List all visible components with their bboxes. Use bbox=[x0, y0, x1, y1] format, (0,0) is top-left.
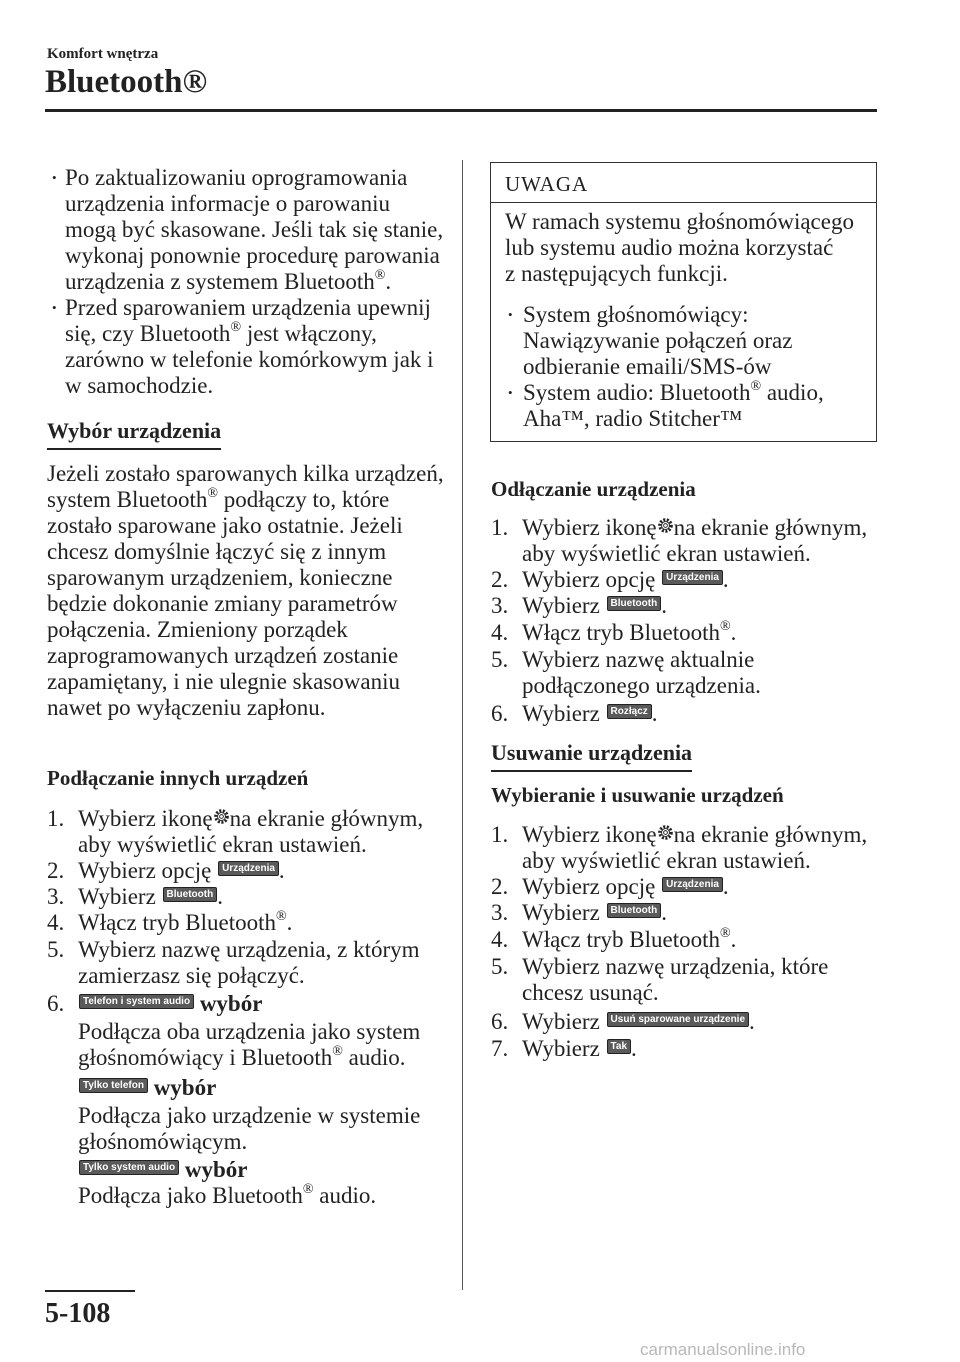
paragraph-line: system Bluetooth® podłączy to, które bbox=[47, 486, 390, 512]
step-number: 4. bbox=[491, 620, 509, 645]
paragraph-line: zostało sparowane jako ostatnie. Jeżeli bbox=[47, 513, 403, 538]
devices-button: Urządzenia bbox=[662, 570, 723, 585]
step-number: 3. bbox=[47, 884, 65, 909]
option-1-label: Telefon i system audio wybór bbox=[78, 991, 262, 1017]
step-number: 5. bbox=[491, 647, 509, 672]
step-2-line: Wybierz opcję Urządzenia . bbox=[522, 874, 729, 899]
step-number: 5. bbox=[47, 937, 65, 962]
step-number: 6. bbox=[491, 1009, 509, 1034]
step-4-line: Włącz tryb Bluetooth®. bbox=[522, 619, 737, 645]
step-number: 4. bbox=[47, 910, 65, 935]
note-bullet-line: Nawiązywanie połączeń oraz bbox=[523, 328, 793, 353]
delete-paired-device-button: Usuń sparowane urządzenie bbox=[607, 1012, 749, 1027]
bullet1-line: wykonaj ponownie procedurę parowania bbox=[65, 243, 440, 268]
bullet: • bbox=[508, 385, 513, 400]
step-3-line: Wybierz Bluetooth . bbox=[78, 884, 223, 909]
step-1-line: Wybierz ikonę na ekranie głównym, bbox=[78, 806, 424, 831]
step-3-line: Wybierz Bluetooth . bbox=[522, 900, 667, 925]
page-number: 5-108 bbox=[45, 1298, 111, 1329]
step-5-line: chcesz usunąć. bbox=[522, 980, 659, 1005]
audio-only-button: Tylko system audio bbox=[79, 1160, 179, 1175]
step-number: 1. bbox=[47, 806, 65, 831]
paragraph-line: będzie dokonanie zmiany parametrów bbox=[47, 591, 398, 616]
step-6-line: Wybierz Rozłącz . bbox=[522, 701, 658, 726]
step-1-line: Wybierz ikonę na ekranie głównym, bbox=[522, 822, 868, 847]
option-3-desc: Podłącza jako Bluetooth® audio. bbox=[78, 1182, 377, 1208]
settings-gear-icon bbox=[658, 825, 673, 840]
bluetooth-button: Bluetooth bbox=[607, 903, 662, 918]
title-rule bbox=[45, 109, 877, 112]
step-1-line: aby wyświetlić ekran ustawień. bbox=[522, 541, 811, 566]
heading-device-removal: Usuwanie urządzenia bbox=[491, 740, 692, 772]
page-title: Bluetooth® bbox=[45, 64, 208, 100]
bullet1-line: urządzenia informacje o parowaniu bbox=[65, 191, 391, 216]
bullet: • bbox=[52, 170, 57, 185]
note-bullet-line: System głośnomówiący: bbox=[523, 302, 749, 327]
option-3-label: Tylko system audio wybór bbox=[78, 1157, 247, 1183]
heading-select-and-delete: Wybieranie i usuwanie urządzeń bbox=[491, 783, 784, 807]
settings-gear-icon bbox=[214, 809, 229, 824]
option-1-desc: głośnomówiący i Bluetooth® audio. bbox=[78, 1044, 406, 1070]
yes-button: Tak bbox=[607, 1039, 632, 1054]
step-2-line: Wybierz opcję Urządzenia . bbox=[522, 567, 729, 592]
phone-and-audio-button: Telefon i system audio bbox=[79, 994, 194, 1009]
note-separator bbox=[490, 202, 877, 203]
note-line: z następujących funkcji. bbox=[505, 261, 728, 286]
step-number: 7. bbox=[491, 1036, 509, 1061]
bullet1-line: mogą być skasowane. Jeśli tak się stanie, bbox=[65, 217, 444, 242]
devices-button: Urządzenia bbox=[662, 877, 723, 892]
step-3-line: Wybierz Bluetooth . bbox=[522, 593, 667, 618]
step-1-line: aby wyświetlić ekran ustawień. bbox=[78, 832, 367, 857]
settings-gear-icon bbox=[658, 518, 673, 533]
bullet1-line: Po zaktualizowaniu oprogramowania bbox=[65, 165, 408, 190]
paragraph-line: Jeżeli zostało sparowanych kilka urządzeń, bbox=[47, 461, 444, 486]
step-number: 6. bbox=[491, 701, 509, 726]
paragraph-line: zapamiętany, i nie ulegnie skasowaniu bbox=[47, 669, 400, 694]
step-number: 2. bbox=[491, 567, 509, 592]
step-number: 1. bbox=[491, 515, 509, 540]
step-number: 3. bbox=[491, 900, 509, 925]
step-5-line: zamierzasz się połączyć. bbox=[78, 963, 305, 988]
bullet: • bbox=[52, 300, 57, 315]
devices-button: Urządzenia bbox=[218, 861, 279, 876]
note-line: W ramach systemu głośnomówiącego bbox=[505, 209, 854, 234]
step-5-line: Wybierz nazwę urządzenia, które bbox=[522, 954, 829, 979]
step-number: 4. bbox=[491, 927, 509, 952]
step-5-line: podłączonego urządzenia. bbox=[522, 673, 761, 698]
section-label: Komfort wnętrza bbox=[47, 46, 159, 62]
bullet: • bbox=[508, 307, 513, 322]
step-5-line: Wybierz nazwę urządzenia, z którym bbox=[78, 937, 420, 962]
paragraph-line: połączenia. Zmieniony porządek bbox=[47, 617, 348, 642]
bullet2-line: w samochodzie. bbox=[65, 373, 214, 398]
phone-only-button: Tylko telefon bbox=[79, 1078, 148, 1093]
heading-device-selection: Wybór urządzenia bbox=[47, 418, 221, 450]
footer-rule bbox=[45, 1290, 135, 1292]
heading-connect-other: Podłączanie innych urządzeń bbox=[47, 766, 309, 790]
option-2-label: Tylko telefon wybór bbox=[78, 1075, 216, 1101]
paragraph-line: zaprogramowanych urządzeń zostanie bbox=[47, 643, 399, 668]
step-4-line: Włącz tryb Bluetooth®. bbox=[522, 926, 737, 952]
bullet2-line: się, czy Bluetooth® jest włączony, bbox=[65, 320, 377, 346]
paragraph-line: sparowanym urządzeniem, konieczne bbox=[47, 565, 393, 590]
bullet1-line: urządzenia z systemem Bluetooth®. bbox=[65, 268, 392, 294]
step-7-line: Wybierz Tak . bbox=[522, 1036, 637, 1061]
step-6-line: Wybierz Usuń sparowane urządzenie . bbox=[522, 1009, 755, 1034]
step-2-line: Wybierz opcję Urządzenia . bbox=[78, 858, 285, 883]
step-number: 1. bbox=[491, 822, 509, 847]
bluetooth-button: Bluetooth bbox=[607, 596, 662, 611]
option-2-desc: Podłącza jako urządzenie w systemie bbox=[78, 1103, 421, 1128]
disconnect-button: Rozłącz bbox=[607, 704, 652, 719]
bluetooth-button: Bluetooth bbox=[163, 887, 218, 902]
heading-disconnect: Odłączanie urządzenia bbox=[491, 477, 696, 501]
watermark: carmanualsonline.info bbox=[640, 1340, 806, 1359]
note-title: UWAGA bbox=[505, 172, 589, 196]
column-divider bbox=[462, 160, 463, 1290]
step-1-line: aby wyświetlić ekran ustawień. bbox=[522, 848, 811, 873]
note-bullet-line: System audio: Bluetooth® audio, bbox=[523, 379, 824, 405]
step-number: 2. bbox=[47, 858, 65, 883]
step-5-line: Wybierz nazwę aktualnie bbox=[522, 647, 755, 672]
bullet2-line: zarówno w telefonie komórkowym jak i bbox=[65, 347, 434, 372]
note-bullet-line: Aha™, radio Stitcher™ bbox=[523, 406, 743, 431]
note-bullet-line: odbieranie emaili/SMS-ów bbox=[523, 354, 772, 379]
step-number: 5. bbox=[491, 954, 509, 979]
option-1-desc: Podłącza oba urządzenia jako system bbox=[78, 1019, 421, 1044]
step-4-line: Włącz tryb Bluetooth®. bbox=[78, 909, 293, 935]
paragraph-line: chcesz domyślnie łączyć się z innym bbox=[47, 539, 387, 564]
step-number: 2. bbox=[491, 874, 509, 899]
step-1-line: Wybierz ikonę na ekranie głównym, bbox=[522, 515, 868, 540]
step-number: 6. bbox=[47, 991, 65, 1016]
note-line: lub systemu audio można korzystać bbox=[505, 235, 834, 260]
paragraph-line: nawet po wyłączeniu zapłonu. bbox=[47, 695, 326, 720]
bullet2-line: Przed sparowaniem urządzenia upewnij bbox=[65, 295, 431, 320]
option-2-desc: głośnomówiącym. bbox=[78, 1129, 248, 1154]
step-number: 3. bbox=[491, 593, 509, 618]
